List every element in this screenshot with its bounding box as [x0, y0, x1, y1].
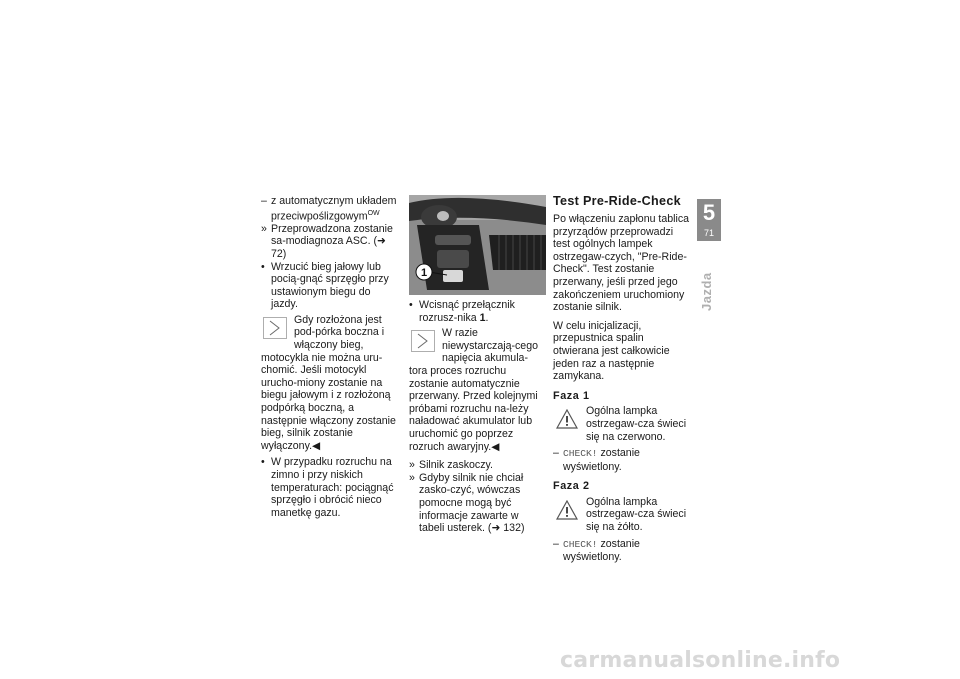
result-item-text: Silnik zaskoczy. [419, 459, 493, 472]
dash-item-text: zostanie wyświetlony. [563, 447, 640, 473]
page-ref[interactable]: 72) [271, 247, 287, 260]
result-item [409, 459, 546, 472]
note-battery [409, 327, 546, 453]
result-item [261, 223, 398, 261]
column-3 [553, 195, 690, 564]
end-marker: ◀ [491, 440, 500, 453]
handlebar-switch-photo [409, 195, 546, 295]
warning-icon [554, 407, 580, 431]
paragraph: Po włączeniu zapłonu tablica przyrządów przeprowadzi test ogólnych lampek ostrzegaw-czych, "Pre-Ride-Check". Test zostanie przerwany, jeśli przed jego zakończeniem uruchomiony zostanie silnik. [553, 213, 690, 314]
bullet-item: • Wcisnąć przełącznik rozrusz-nika 1. [409, 299, 515, 324]
page-number: 71 [703, 228, 714, 238]
dash-item-sup: OW [367, 209, 380, 217]
note-text: W razie niewystarczają-cego napięcia akumula-tora proces rozruchu zostanie automatycznie przerwany. Przed kolejnymi próbami rozruchu na-leży naładować akumulator lub uruchomić go poprzez rozruch awaryjny. [409, 327, 538, 453]
bullet-item-text: W przypadku rozruchu na zimno i przy niskich temperaturach: pociągnąć sprzęgło i obrócić nieco manetkę gazu. [271, 456, 394, 519]
bullet-item-text: Wcisnąć przełącznik rozrusz-nika [419, 299, 515, 324]
bullet-item [261, 456, 398, 519]
result-marker: » [261, 222, 267, 235]
check-display: CHECK! [563, 538, 598, 550]
bullet-item-bold: 1 [479, 311, 486, 324]
warning-note [553, 405, 690, 443]
dash-item-text: zostanie wyświetlony. [563, 537, 640, 564]
bullet-marker: • [261, 260, 265, 273]
bullet-item-text: Wrzucić bieg jałowy lub pocią-gnąć sprzęgło przy ustawionym biegu do jazdy. [271, 260, 389, 311]
bullet-marker: • [409, 299, 413, 311]
dash-marker: – [553, 537, 559, 550]
phase-heading: Faza 1 [553, 389, 590, 402]
ref-arrow-icon: ➜ [491, 522, 501, 535]
watermark: carmanualsonline.info [560, 648, 841, 673]
paragraph: W celu inicjalizacji, przepustnica spalin otwierana jest całkowicie jeden raz a następnie zamykana. [553, 319, 670, 383]
warning-text: Ogólna lampka ostrzegaw-cza świeci się na czerwono. [586, 405, 687, 443]
warning-note [553, 496, 690, 534]
warning-text: Ogólna lampka ostrzegaw-cza świeci się na żółto. [586, 495, 687, 534]
dash-marker: – [553, 447, 559, 460]
warning-icon [554, 498, 580, 522]
page-ref[interactable]: 132) [503, 522, 525, 535]
dash-item [553, 447, 690, 473]
column-1 [261, 195, 398, 519]
end-marker: ◀ [312, 439, 321, 452]
note-text: Gdy rozłożona jest pod-pórka boczna i włączony bieg, motocykla nie można uru-chomić. Jeśli motocykl urucho-miony zostanie na biegu jałowym i z rozłożoną podpórką boczną, a następnie włączony zostanie bieg, silnik zostanie wyłączony. [261, 313, 396, 452]
dash-item [553, 538, 690, 564]
dash-marker: – [261, 195, 267, 207]
chapter-label: Jazda [699, 272, 714, 311]
dash-item-text: z automatycznym układem przeciwpoślizgowym [271, 195, 397, 223]
ref-arrow-icon: ➜ [377, 235, 386, 248]
phase-heading: Faza 2 [553, 480, 590, 493]
result-item-text: Gdyby silnik nie chciał zasko-czyć, wówczas pomocne mogą być informacje zawarte w tabeli usterek. ( [419, 471, 524, 535]
note-icon [262, 316, 288, 340]
dash-item [261, 195, 398, 223]
section-title: Test Pre-Ride-Check [553, 194, 681, 208]
chapter-number: 5 [702, 200, 716, 225]
result-marker: » [409, 471, 415, 484]
note-icon [410, 329, 436, 353]
note-sidestand [261, 314, 398, 453]
result-item [409, 472, 546, 535]
bullet-marker: • [261, 456, 265, 469]
bullet-item [261, 261, 398, 311]
result-marker: » [409, 459, 415, 472]
check-display: CHECK! [563, 448, 598, 460]
chapter-tab [697, 199, 721, 241]
result-item-text: Przeprowadzona zostanie sa-modiagnoza ASC. ( [271, 222, 393, 248]
photo-callout-1: 1 [420, 267, 428, 279]
column-2 [409, 195, 546, 535]
